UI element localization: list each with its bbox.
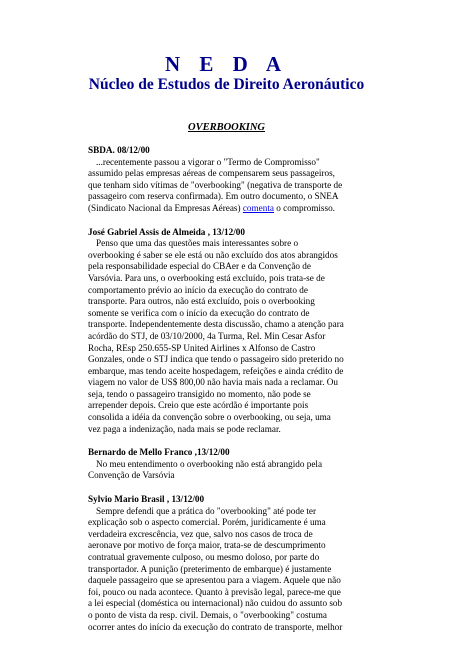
text-line: seja, tendo o passageiro transigido no momento, não pode se xyxy=(88,388,311,399)
entry-heading: SBDA. 08/12/00 xyxy=(88,145,150,155)
text-line: que tenham sido vítimas de "overbooking" (negativa de transporte de xyxy=(88,179,343,190)
text-fragment: (Sindicato Nacional da Empresas Aéreas) xyxy=(88,202,243,213)
text-line: o ponto de vista da resp. civil. Demais, o "overbooking" costuma xyxy=(88,609,327,620)
text-line: explicação sob o aspecto comercial. Porém, juridicamente é uma xyxy=(88,517,326,528)
text-line: vez paga a indenização, nada mais se pode reclamar. xyxy=(88,423,281,434)
text-line: Sempre defendi que a prática do "overbooking" até pode ter xyxy=(96,505,317,516)
text-line: contratual gravemente culposo, ou mesmo doloso, por parte do xyxy=(88,552,320,562)
text-line: acórdão do STJ, de 03/10/2000, 4a Turma, Rel. Min Cesar Asfor xyxy=(88,330,326,341)
comment-entry xyxy=(88,227,360,436)
comenta-link[interactable]: comenta xyxy=(242,202,274,213)
text-line: overbooking é saber se ele está ou não excluído dos atos abrangidos xyxy=(88,249,338,260)
entry-heading: José Gabriel Assis de Almeida , 13/12/00 xyxy=(88,226,245,237)
entry-heading: Bernardo de Mello Franco ,13/12/00 xyxy=(88,447,230,458)
section-title: OVERBOOKING xyxy=(187,122,266,133)
text-fragment: o compromisso. xyxy=(273,202,335,213)
text-line: a lei especial (doméstica ou internacional) não cuidou do assunto sob xyxy=(88,598,343,609)
text-line: pela responsabilidade especial do CBAer e da Convenção de xyxy=(88,261,311,272)
text-line: aeronave por motivo de força maior, trata-se de descumprimento xyxy=(88,540,326,551)
text-line: daquele passageiro que se apresentou para a viagem. Aquele que não xyxy=(88,575,341,586)
text-line: passageiro com reserva confirmada). Em outro documento, o SNEA xyxy=(88,191,339,202)
text-line xyxy=(88,203,360,215)
comment-entry xyxy=(88,447,360,482)
text-line: assumido pelas empresas aéreas de compensarem seus passageiros, xyxy=(88,168,335,179)
text-line: embarque, mas tendo aceite hospedagem, refeições e ainda crédito de xyxy=(88,365,344,376)
text-line: viagem no valor de US$ 800,00 não havia mais nada a reclamar. Ou xyxy=(88,377,339,388)
text-line: transporte. Independentemente desta discussão, chamo a atenção para xyxy=(88,319,344,330)
text-line: foi, pouco ou nada acontece. Quanto à previsão legal, parece-me que xyxy=(88,586,341,597)
page-title: N E D A xyxy=(164,52,289,76)
comment-entry xyxy=(88,494,360,633)
text-line: somente se verifica com o início da execução do contrato de xyxy=(88,307,310,318)
text-line: Penso que uma das questões mais interessantes sobre o xyxy=(96,238,299,249)
text-line: No meu entendimento o overbooking não está abrangido pela xyxy=(96,458,323,469)
text-line: transporte. Para outros, não está excluído, pois o overbooking xyxy=(88,296,315,307)
page-subtitle: Núcleo de Estudos de Direito Aeronáutico xyxy=(88,76,365,93)
text-line: arrepender depois. Creio que este acórdão é importante pois xyxy=(88,400,309,411)
text-line: ocorrer antes do início da execução do contrato de transporte, melhor xyxy=(88,621,343,632)
text-line: verdadeira excrescência, vez que, salvo nos casos de troca de xyxy=(88,528,313,539)
text-line: Rocha, REsp 250.655-SP United Airlines x Alfonso de Castro xyxy=(88,342,316,353)
text-line: comportamento prévio ao início da execução do contrato de xyxy=(88,284,308,295)
comment-entry xyxy=(88,145,360,215)
text-line: ...recentemente passou a vigorar o "Termo de Compromisso" xyxy=(96,156,320,167)
text-line: transportador. A punição (preterimento de embarque) é justamente xyxy=(88,563,332,574)
text-line: Varsóvia. Para uns, o overbooking está excluído, pois trata-se de xyxy=(88,272,325,283)
text-line: Convenção de Varsóvia xyxy=(88,470,175,481)
text-line: consolida a idéia da convenção sobre o overbooking, ou seja, uma xyxy=(88,412,331,423)
document-body xyxy=(88,145,360,645)
text-line: Gonzales, onde o STJ indica que tendo o passageiro sido preterido no xyxy=(88,354,344,365)
entry-heading: Sylvio Mario Brasil , 13/12/00 xyxy=(88,494,205,505)
